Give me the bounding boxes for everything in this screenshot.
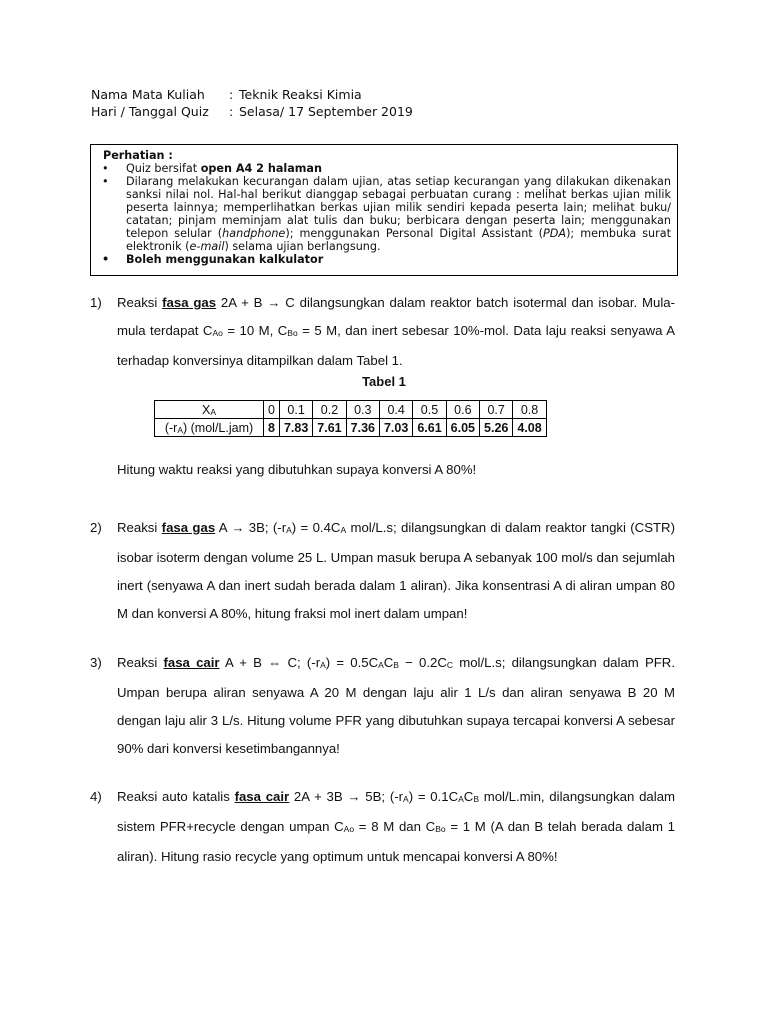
question-4-text — [117, 783, 675, 871]
notice-box — [90, 144, 678, 276]
question-3-text — [117, 649, 675, 763]
table-cell-xa: 0.6 — [446, 401, 479, 419]
notice-title: Perhatian : — [103, 149, 173, 162]
xa-sub: A — [210, 406, 216, 417]
notice-item1-bold: open A4 2 halaman — [200, 162, 322, 175]
date-value: Selasa/ 17 September 2019 — [239, 104, 413, 119]
q3-t3: ) = 0.5C — [325, 655, 379, 670]
q3-s2: A — [378, 660, 384, 670]
table-cell-rate: 6.61 — [413, 419, 446, 437]
notice-item2-b: ); menggunakan Personal Digital Assistant ( — [285, 227, 544, 240]
q2-t1: Reaksi — [117, 520, 162, 535]
table-cell-rate: 7.83 — [279, 419, 312, 437]
table-cell-xa: 0.7 — [480, 401, 513, 419]
notice-item1-text: Quiz bersifat — [126, 162, 201, 175]
q1-t2: 2A + B → C dilangsungkan dalam reaktor batch isotermal dan isobar. Mula-mula terdapat C — [117, 295, 675, 338]
question-3-number: 3) — [90, 655, 102, 670]
question-3 — [90, 649, 675, 763]
q3-s1: A — [320, 660, 326, 670]
q4-t3b: C — [463, 789, 474, 804]
table-cell-xa: 0 — [264, 401, 280, 419]
q2-s1: A — [286, 525, 292, 535]
table-cell-xa: 0.1 — [279, 401, 312, 419]
q4-phase: fasa cair — [234, 789, 290, 804]
table-cell-rate: 4.08 — [513, 419, 546, 437]
table-cell-rate: 8 — [264, 419, 280, 437]
q3-t3b: C — [383, 655, 394, 670]
q1-t1: Reaksi — [117, 295, 163, 310]
notice-item2-d: ) selama ujian berlangsung. — [224, 240, 381, 253]
question-4 — [90, 783, 675, 871]
q1-s2: Bo — [287, 328, 298, 338]
table-cell-xa: 0.5 — [413, 401, 446, 419]
q2-s2: A — [340, 525, 347, 535]
q4-t1: Reaksi auto katalis — [117, 789, 235, 804]
question-1-number: 1) — [90, 295, 102, 310]
table-cell-rate: 7.03 — [379, 419, 412, 437]
table-row-conversion-label — [155, 401, 264, 419]
table-row-rate-label — [155, 419, 264, 437]
q2-t4: mol/L.s; dilangsungkan di dalam reaktor tangki (CSTR) isobar isoterm dengan volume 25 L. Umpan masuk berupa A sebanyak 100 mol/s dan sejumlah inert (senyawa A dan inert sudah berada dalam 1 aliran). Jika konsentrasi A di aliran umpan 80 M dan konversi A 80%, hitung fraksi mol inert dalam umpan! — [117, 520, 675, 621]
ra-label-b: ) (mol/L.jam) — [183, 420, 254, 435]
notice-item2-it1: handphone — [222, 227, 286, 240]
notice-item2-it2: PDA — [543, 227, 567, 240]
xa-label: X — [201, 402, 211, 417]
q4-t2: 2A + 3B → 5B; (-r — [289, 789, 404, 804]
notice-item-open-book — [97, 162, 671, 175]
q4-t3: ) = 0.1C — [408, 789, 459, 804]
q1-t3: = 10 M, C — [222, 323, 288, 338]
q3-t1: Reaksi — [117, 655, 164, 670]
question-2-number: 2) — [90, 520, 102, 535]
header-row-course — [91, 86, 413, 103]
q1-t4: = 5 M, dan inert sebesar 10%-mol. Data laju reaksi senyawa A terhadap konversinya ditampilkan dalam Tabel 1. — [117, 323, 676, 368]
q1-s1: Ao — [212, 328, 223, 338]
q3-s3: B — [393, 660, 399, 670]
course-label: Nama Mata Kuliah — [91, 87, 205, 102]
q1-phase: fasa gas — [162, 295, 217, 310]
q3-s4: C — [446, 660, 454, 670]
q3-phase: fasa cair — [163, 655, 220, 670]
table-cell-rate: 7.61 — [313, 419, 346, 437]
notice-list — [97, 162, 671, 266]
q3-t4: − 0.2C — [398, 655, 447, 670]
question-2-text — [117, 514, 675, 628]
q4-s1: A — [403, 794, 409, 804]
table-cell-xa: 0.4 — [379, 401, 412, 419]
notice-item2-c: ); membuka surat elektronik ( — [126, 227, 671, 253]
table-cell-rate: 7.36 — [346, 419, 379, 437]
q4-s5: Bo — [435, 824, 446, 834]
ra-sub: A — [177, 424, 183, 435]
quiz-header — [91, 86, 413, 120]
table-cell-rate: 6.05 — [446, 419, 479, 437]
question-2 — [90, 514, 675, 628]
question-1-text — [117, 289, 675, 375]
question-4-number: 4) — [90, 789, 102, 804]
table-cell-xa: 0.2 — [313, 401, 346, 419]
course-value: Teknik Reaksi Kimia — [239, 87, 362, 102]
q3-t2: A + B ⇔ C; (-r — [219, 655, 321, 670]
notice-item2-a: Dilarang melakukan kecurangan dalam ujian, atas setiap kecurangan yang dilakukan dikenakan sanksi nilai nol. Hal-hal berikut dianggap sebagai perbuatan curang : melihat berkas ujian milik peserta lainnya; memperlihatkan berkas ujian milik sendiri kepada peserta lain; melihat buku/ catatan; pinjam meminjam alat tulis dan buku; berbicara dengan peserta lain; menggunakan telepon selular ( — [126, 175, 671, 240]
table-cell-xa: 0.8 — [513, 401, 546, 419]
q4-t5: = 8 M dan C — [354, 819, 436, 834]
table-cell-rate: 5.26 — [480, 419, 513, 437]
q2-t2: A → 3B; (-r — [215, 520, 287, 535]
date-label: Hari / Tanggal Quiz — [91, 104, 209, 119]
header-row-date — [91, 103, 413, 120]
date-sep: : — [229, 104, 234, 119]
q4-t4: mol/L.min, dilangsungkan dalam sistem PFR+recycle dengan umpan C — [117, 789, 676, 834]
question-1 — [90, 289, 675, 375]
q4-s3: B — [473, 794, 479, 804]
ra-label-a: (-r — [164, 420, 178, 435]
q2-phase: fasa gas — [161, 520, 216, 535]
table-cell-xa: 0.3 — [346, 401, 379, 419]
notice-item-rules — [97, 175, 671, 253]
q4-s4: Ao — [343, 824, 355, 834]
table-1-title: Tabel 1 — [362, 374, 406, 389]
table-1 — [154, 400, 547, 437]
notice-item2-it3: e-mail — [189, 240, 225, 253]
q3-t5: mol/L.s; dilangsungkan dalam PFR. Umpan berupa aliran senyawa A 20 M dengan laju alir 1 L/s dan aliran senyawa B 20 M dengan laju alir 3 L/s. Hitung volume PFR yang dibutuhkan supaya tercapai konversi A sebesar 90% dari konversi kesetimbangannya! — [117, 655, 675, 756]
table-row-rate — [155, 419, 547, 437]
notice-item-calculator: • Boleh menggunakan kalkulator — [97, 253, 671, 266]
course-sep: : — [229, 87, 234, 102]
q4-t6: = 1 M (A dan B telah berada dalam 1 aliran). Hitung rasio recycle yang optimum untuk mencapai konversi A 80%! — [117, 819, 675, 864]
question-1-task: Hitung waktu reaksi yang dibutuhkan supaya konversi A 80%! — [117, 462, 477, 477]
q4-s2: A — [458, 794, 464, 804]
q2-t3: ) = 0.4C — [291, 520, 341, 535]
table-row-conversion — [155, 401, 547, 419]
